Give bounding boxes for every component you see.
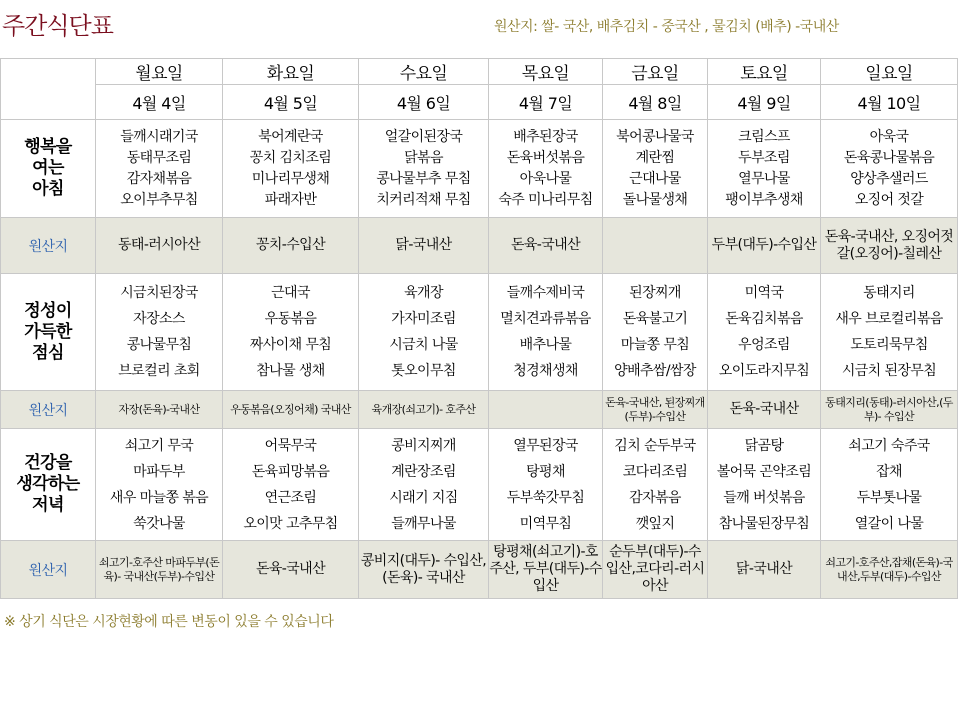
menu-item: 팽이부추생채 [725,191,803,208]
menu-item: 쑥갓나물 [133,515,185,532]
menu-item: 돈육피망볶음 [251,463,330,480]
menu-item: 짜사이채 무침 [249,337,332,353]
menu-item: 육개장 [404,285,443,301]
meal-label [1,429,96,541]
day-name: 목요일 [489,59,603,85]
menu-cell [821,120,958,218]
menu-item: 동태지리 [863,285,915,301]
menu-cell [223,120,359,218]
menu-item: 참나물된장무침 [718,515,810,532]
menu-item: 콩비지찌개 [391,437,456,454]
menu-item: 멸치견과류볶음 [500,311,591,327]
menu-item: 돈육김치볶음 [725,311,803,327]
menu-item: 양배추쌈/쌈장 [614,363,696,379]
menu-item: 열갈이 나물 [854,515,924,532]
meal-row [1,429,958,541]
menu-item: 쇠고기 무국 [124,437,194,454]
menu-item: 청경채생채 [513,363,578,379]
origin-cell: 쇠고기-호주산,잡채(돈육)-국내산,두부(대두)-수입산 [821,541,958,599]
menu-item: 감자채볶음 [126,170,192,187]
origin-cell: 육개장(쇠고기)- 호주산 [359,391,489,429]
day-date: 4월 7일 [489,85,603,120]
footer-note: ※ 상기 식단은 시장현황에 따른 변동이 있을 수 있습니다 [4,614,334,630]
menu-item: 북어콩나물국 [616,128,694,145]
menu-item: 우동볶음 [264,311,317,327]
meal-label-line: 가득한 [24,321,72,342]
menu-cell [359,120,489,218]
menu-item: 시금치 나물 [389,337,458,353]
menu-item: 계란장조림 [391,463,456,480]
menu-item: 돈육불고기 [622,311,688,327]
menu-item: 닭곰탕 [744,437,784,454]
weekly-menu-table [0,58,958,599]
origin-cell [603,218,708,274]
menu-cell [96,274,223,391]
menu-item: 오이도라지무침 [718,363,810,379]
origin-cell: 돈육-국내산, 오징어젓갈(오징어)-칠레산 [821,218,958,274]
day-date: 4월 6일 [359,85,489,120]
menu-item: 브로컬리 초회 [118,363,200,379]
menu-item: 들깨수제비국 [506,285,585,301]
menu-item: 숙주 미나리무침 [498,191,593,208]
menu-item: 코다리조림 [622,463,688,480]
menu-item: 새우 마늘쫑 볶음 [109,489,209,506]
day-date: 4월 9일 [708,85,821,120]
menu-item: 탕평채 [526,463,565,480]
day-name: 일요일 [821,59,958,85]
origin-label: 원산지 [1,541,96,599]
menu-cell [603,120,708,218]
menu-item: 계란찜 [635,149,675,166]
origin-note: 원산지: 쌀- 국산, 배추김치 - 중국산 , 물김치 (배추) -국내산 [494,19,839,35]
menu-item: 오이부추무침 [120,191,198,208]
origin-cell: 동태지리(동태)-러시아산,(두부)- 수입산 [821,391,958,429]
menu-item: 양상추샐러드 [850,170,928,187]
menu-item: 된장찌개 [629,285,681,301]
date-header-row [1,85,958,120]
menu-item: 김치 순두부국 [614,437,696,454]
menu-item: 아욱국 [869,128,909,145]
meal-label-line: 행복을 [24,137,72,157]
origin-cell: 쇠고기-호주산 마파두부(돈육)- 국내산(두부)-수입산 [96,541,223,599]
menu-item: 가자미조림 [391,311,456,327]
menu-item: 근대국 [271,285,310,301]
menu-item: 들깨 버섯볶음 [723,489,805,506]
origin-cell: 닭-국내산 [359,218,489,274]
origin-cell: 우동볶음(오징어채) 국내산 [223,391,359,429]
menu-item: 북어계란국 [258,128,323,145]
menu-item: 톳오이무침 [391,363,456,379]
origin-cell: 꽁치-수입산 [223,218,359,274]
origin-cell: 돈육-국내산 [489,218,603,274]
origin-cell: 탕평채(쇠고기)-호주산, 두부(대두)-수입산 [489,541,603,599]
meal-label-line: 아침 [32,179,64,199]
origin-cell: 닭-국내산 [708,541,821,599]
meal-row [1,274,958,391]
menu-cell [821,274,958,391]
day-date: 4월 8일 [603,85,708,120]
menu-cell [489,274,603,391]
origin-cell: 돈육-국내산 [708,391,821,429]
day-header-row [1,59,958,85]
day-date: 4월 10일 [821,85,958,120]
menu-cell [708,429,821,541]
day-date: 4월 5일 [223,85,359,120]
menu-item: 어묵무국 [264,437,317,454]
menu-item: 크림스프 [738,128,790,145]
menu-item: 잡채 [876,463,902,480]
meal-label [1,120,96,218]
meal-row [1,120,958,218]
day-name: 화요일 [223,59,359,85]
meal-label [1,274,96,391]
menu-item: 꽁치 김치조림 [249,149,332,166]
menu-item: 시금치된장국 [120,285,198,301]
meal-label-line: 점심 [32,342,64,363]
origin-cell: 두부(대두)-수입산 [708,218,821,274]
menu-item: 연근조림 [264,489,317,506]
menu-item: 치커리적채 무침 [376,191,471,208]
menu-cell [489,120,603,218]
menu-item: 도토리묵무침 [850,337,928,353]
menu-item: 열무나물 [738,170,790,187]
origin-cell: 동태-러시아산 [96,218,223,274]
menu-item: 파래자반 [264,191,317,208]
meal-label-line: 건강을 [24,453,72,473]
menu-item: 깻잎지 [635,515,675,532]
menu-cell [708,120,821,218]
menu-item: 콩나물무침 [126,337,192,353]
menu-item: 마늘쫑 무침 [620,337,690,353]
meal-label-line: 저녁 [32,495,64,515]
menu-cell [359,274,489,391]
menu-cell [708,274,821,391]
menu-item: 자장소스 [133,311,185,327]
origin-cell: 콩비지(대두)- 수입산, (돈육)- 국내산 [359,541,489,599]
menu-item: 들깨무나물 [391,515,456,532]
menu-item: 미역무침 [519,515,572,532]
menu-cell [359,429,489,541]
menu-item: 닭볶음 [404,149,443,166]
menu-item: 오이맛 고추무침 [243,515,338,532]
menu-item: 미나리무생채 [251,170,330,187]
menu-cell [223,429,359,541]
menu-item: 배추된장국 [513,128,578,145]
menu-item: 근대나물 [629,170,681,187]
menu-item: 오징어 젓갈 [854,191,924,208]
meal-label-line: 생각하는 [16,474,80,494]
origin-cell: 돈육-국내산 [223,541,359,599]
menu-cell [96,120,223,218]
menu-item: 동태무조림 [126,149,192,166]
origin-cell [489,391,603,429]
origin-row [1,541,958,599]
menu-item: 두부조림 [738,149,790,166]
menu-cell [223,274,359,391]
day-date: 4월 4일 [96,85,223,120]
menu-item: 시금치 된장무침 [841,363,937,379]
menu-item: 미역국 [744,285,784,301]
menu-item: 두부쑥갓무침 [506,489,585,506]
menu-item: 얼갈이된장국 [384,128,463,145]
day-name: 토요일 [708,59,821,85]
menu-item: 감자볶음 [629,489,681,506]
menu-item: 돈육콩나물볶음 [843,149,935,166]
table-corner [1,59,96,120]
menu-item: 마파두부 [133,463,185,480]
day-name: 수요일 [359,59,489,85]
meal-label-line: 정성이 [24,300,72,321]
origin-label: 원산지 [1,391,96,429]
menu-item: 볼어묵 곤약조림 [716,463,812,480]
menu-cell [603,274,708,391]
menu-item: 참나물 생채 [256,363,325,379]
menu-item: 들깨시래기국 [120,128,198,145]
menu-cell [603,429,708,541]
meal-label-line: 여는 [32,158,64,178]
menu-cell [489,429,603,541]
menu-item: 쇠고기 숙주국 [848,437,930,454]
day-name: 월요일 [96,59,223,85]
origin-label: 원산지 [1,218,96,274]
menu-cell [96,429,223,541]
menu-item: 시래기 지짐 [389,489,458,506]
origin-cell: 돈육-국내산, 된장찌개(두부)-수입산 [603,391,708,429]
menu-cell [821,429,958,541]
menu-item: 열무된장국 [513,437,578,454]
origin-cell: 자장(돈육)-국내산 [96,391,223,429]
menu-item: 돈육버섯볶음 [506,149,585,166]
menu-item: 배추나물 [519,337,572,353]
day-name: 금요일 [603,59,708,85]
origin-cell: 순두부(대두)-수입산,코다리-러시아산 [603,541,708,599]
menu-item: 돌나물생채 [622,191,688,208]
menu-item: 콩나물부추 무침 [376,170,471,187]
menu-item: 새우 브로컬리볶음 [835,311,943,327]
page-title: 주간식단표 [2,12,113,40]
menu-item: 아욱나물 [519,170,572,187]
menu-item: 두부톳나물 [856,489,922,506]
menu-item: 우엉조림 [738,337,790,353]
origin-row [1,391,958,429]
origin-row [1,218,958,274]
